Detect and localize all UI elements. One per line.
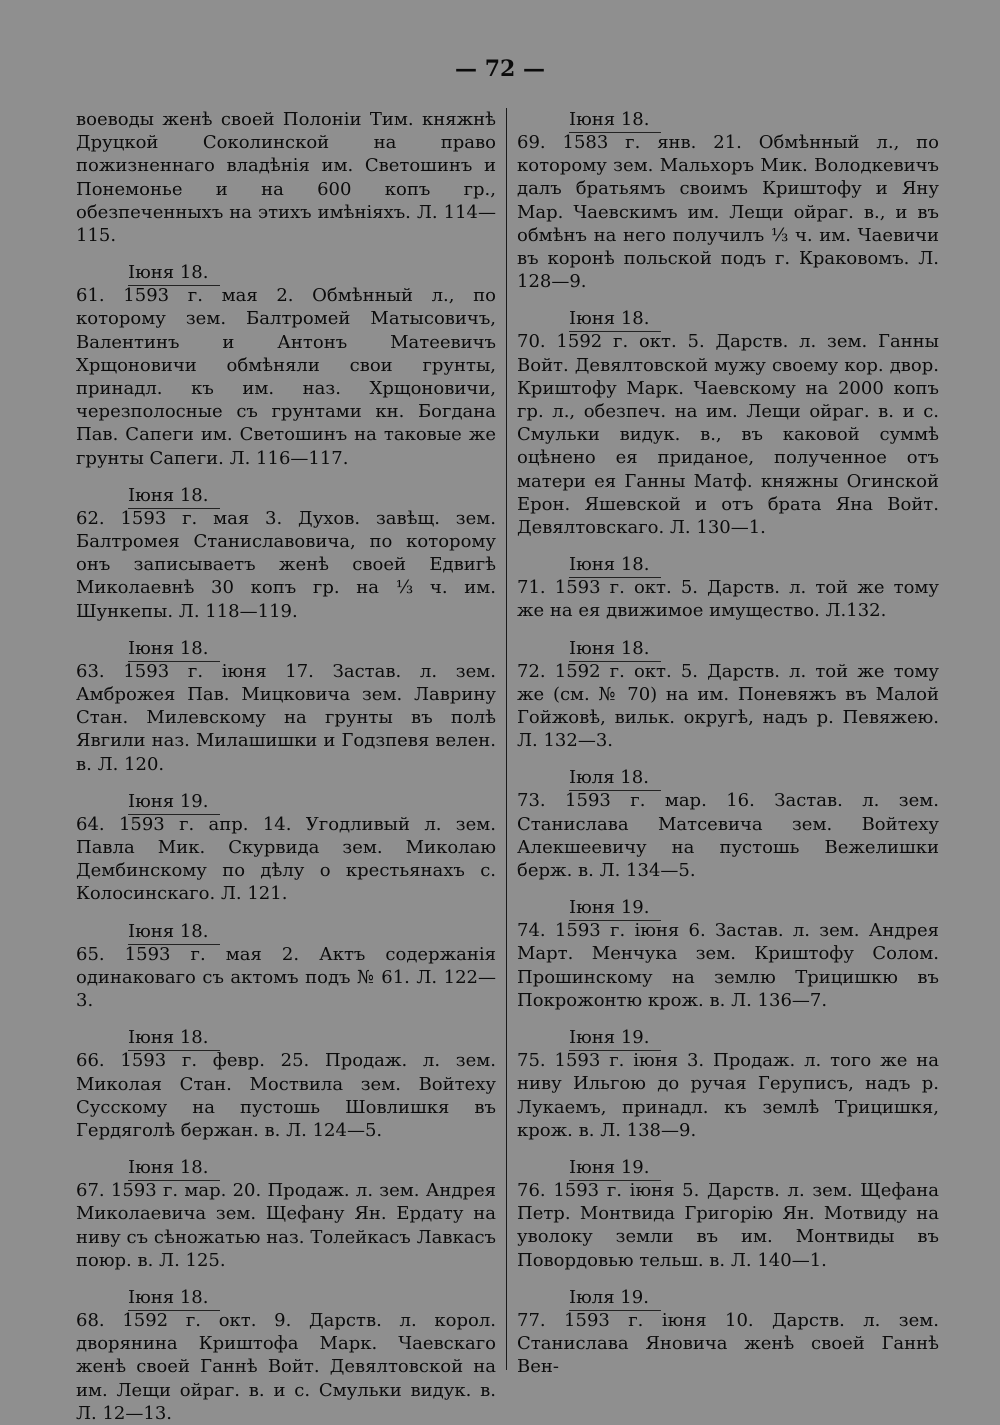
- entry-text: 66. 1593 г. февр. 25. Продаж. л. зем. Миколая Стан. Моствила зем. Войтеху Сусскому на пустошь Шовлишкя въ Гердяголѣ бержан. в. Л. 124—5.: [76, 1050, 496, 1141]
- entry-date: Іюня 18.: [76, 261, 496, 284]
- entry-date: Іюня 18.: [517, 553, 939, 576]
- entry-text: 74. 1593 г. іюня 6. Застав. л. зем. Андрея Март. Менчука зем. Криштофу Солом. Прошинскому на землю Трицишкю въ Покрожонтю крож. в. Л. 136—7.: [517, 920, 939, 1011]
- entry-77: [517, 1286, 939, 1379]
- entry-70: [517, 307, 939, 539]
- entry-date: Іюня 18.: [76, 920, 496, 943]
- right-column: [517, 108, 939, 1378]
- entry-64: [76, 790, 496, 906]
- continuation-text: воеводы женѣ своей Полоніи Тим. княжнѣ Друцкой Соколинской на право пожизненнаго владѣнія им. Светошинъ и Понемонье и на 600 копъ гр., обезпеченныхъ на этихъ имѣніяхъ. Л. 114—115.: [76, 109, 496, 247]
- entry-69: [517, 108, 939, 293]
- entry-text: 71. 1593 г. окт. 5. Дарств. л. той же тому же на ея движимое имущество. Л.132.: [517, 577, 939, 622]
- entry-67: [76, 1156, 496, 1272]
- entry-74: [517, 896, 939, 1012]
- entry-63: [76, 637, 496, 776]
- entry-date: Іюня 18.: [76, 484, 496, 507]
- entry-date: Іюля 19.: [517, 1286, 939, 1309]
- entry-text: 64. 1593 г. апр. 14. Угодливый л. зем. Павла Мик. Скурвида зем. Миколаю Дембинскому по дѣлу о крестьянахъ с. Колосинскаго. Л. 121.: [76, 813, 496, 905]
- column-divider: [506, 108, 507, 1370]
- entry-76: [517, 1156, 939, 1272]
- entry-text: 61. 1593 г. мая 2. Обмѣнный л., по которому зем. Балтромей Матысовичъ, Валентинъ и Антонъ Матеевичъ Хрщоновичи обмѣняли свои грунты, принадл. къ им. наз. Хрщоновичи, черезполосные съ грунтами кн. Богдана Пав. Сапеги им. Светошинъ на таковые же грунты Сапеги. Л. 116—117.: [76, 285, 496, 469]
- entry-text: 67. 1593 г. мар. 20. Продаж. л. зем. Андрея Миколаевича зем. Щефану Ян. Ердату на ниву съ сѣножатью наз. Толейкасъ Лавкасъ поюр. в. Л. 125.: [76, 1180, 496, 1271]
- entry-text: 65. 1593 г. мая 2. Актъ содержанія одинаковаго съ актомъ подъ № 61. Л. 122—3.: [76, 943, 496, 1012]
- continuation-paragraph: [76, 108, 496, 247]
- entry-text: 62. 1593 г. мая 3. Духов. завѣщ. зем. Балтромея Станиславовича, по которому онъ записываетъ женѣ своей Едвигѣ Миколаевнѣ 30 копъ гр. на ⅓ ч. им. Шункепы. Л. 118—119.: [76, 507, 496, 622]
- page-number: — 72 —: [455, 56, 545, 82]
- entry-date: Іюня 19.: [517, 896, 939, 919]
- entry-text: 69. 1583 г. янв. 21. Обмѣнный л., по которому зем. Мальхоръ Мик. Володкевичъ далъ братьямъ своимъ Криштофу и Яну Мар. Чаевскимъ им. Лещи ойраг. в., и въ обмѣнъ на него получилъ ⅓ ч. им. Чаевичи въ коронѣ польской подъ г. Краковомъ. Л. 128—9.: [517, 132, 939, 293]
- entry-date: Іюня 19.: [76, 790, 496, 813]
- entry-73: [517, 766, 939, 882]
- entry-date: Іюня 18.: [517, 307, 939, 330]
- entry-61: [76, 261, 496, 470]
- entry-date: Іюня 18.: [517, 637, 939, 660]
- entry-date: Іюня 19.: [517, 1156, 939, 1179]
- entry-date: Іюня 18.: [76, 1286, 496, 1309]
- entry-text: 70. 1592 г. окт. 5. Дарств. л. зем. Ганны Войт. Девялтовской мужу своему кор. двор. Криштофу Марк. Чаевскому на 2000 копъ гр. л., обезпеч. на им. Лещи ойраг. в. и с. Смульки видук. в., въ каковой суммѣ оцѣнено ея приданое, полученное отъ матери ея Ганны Матф. княжны Огинской Ерон. Яшевской и отъ брата Яна Войт. Девялтовскаго. Л. 130—1.: [517, 331, 939, 539]
- entry-date: Іюня 19.: [517, 1026, 939, 1049]
- entry-72: [517, 637, 939, 753]
- entry-75: [517, 1026, 939, 1142]
- entry-text: 75. 1593 г. іюня 3. Продаж. л. того же на ниву Ильгою до ручая Геруписъ, надъ р. Лукаемъ, принадл. къ землѣ Трицишкя, крож. в. Л. 138—9.: [517, 1050, 939, 1141]
- entry-date: Іюня 18.: [76, 1026, 496, 1049]
- left-column: [76, 108, 496, 1425]
- entry-text: 63. 1593 г. іюня 17. Застав. л. зем. Амброжея Пав. Мицковича зем. Лаврину Стан. Милевскому на грунты въ полѣ Явгили наз. Милашишки и Годзпевя велен. в. Л. 120.: [76, 660, 496, 775]
- entry-62: [76, 484, 496, 623]
- entry-date: Іюня 18.: [517, 108, 939, 131]
- entry-text: 77. 1593 г. іюня 10. Дарств. л. зем. Станислава Яновича женѣ своей Ганнѣ Вен-: [517, 1309, 939, 1378]
- entry-text: 73. 1593 г. мар. 16. Застав. л. зем. Станислава Матсевича зем. Войтеху Алекшеевичу на пустошь Вежелишки берж. в. Л. 134—5.: [517, 790, 939, 882]
- entry-66: [76, 1026, 496, 1142]
- entry-text: 76. 1593 г. іюня 5. Дарств. л. зем. Щефана Петр. Монтвида Григорію Ян. Мотвиду на уволоку земли въ им. Монтвиды въ Повордовью тельш. в. Л. 140—1.: [517, 1179, 939, 1271]
- entry-text: 68. 1592 г. окт. 9. Дарств. л. корол. дворянина Криштофа Марк. Чаевскаго женѣ своей Ганнѣ Войт. Девялтовской на им. Лещи ойраг. в. и с. Смульки видук. в. Л. 12—13.: [76, 1309, 496, 1424]
- entry-65: [76, 920, 496, 1013]
- entry-68: [76, 1286, 496, 1425]
- entry-date: Іюля 18.: [517, 766, 939, 789]
- entry-text: 72. 1592 г. окт. 5. Дарств. л. той же тому же (см. № 70) на им. Поневяжъ въ Малой Гойжовѣ, вильк. округѣ, надъ р. Певяжею. Л. 132—3.: [517, 660, 939, 752]
- entry-date: Іюня 18.: [76, 637, 496, 660]
- entry-date: Іюня 18.: [76, 1156, 496, 1179]
- entry-71: [517, 553, 939, 622]
